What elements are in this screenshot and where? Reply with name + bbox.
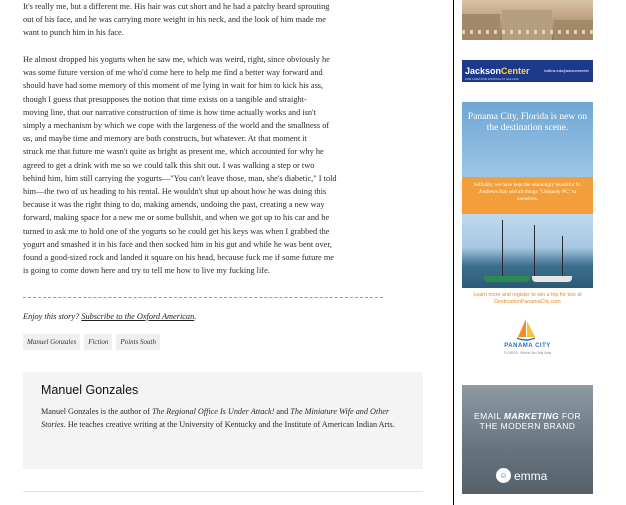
text-line: though I guess that presupposes the notion that time exists on a tangible and straight- xyxy=(23,94,307,104)
text-line: moving line, that our narrative construction of time is how time actually works and isn't xyxy=(23,107,316,117)
text-line: because it was the right thing to do, making amends, undoing the past, creating a new way xyxy=(23,200,325,210)
text-line: want to punch him in his face. xyxy=(23,28,124,38)
text-line: agreed to get a drink with me so we could talk this shit out. I was walking a step or two xyxy=(23,160,315,170)
panama-city-logo-text: PANAMA CITY xyxy=(504,343,551,349)
subscribe-prompt-text: Enjoy this story? xyxy=(23,312,82,321)
text-line: was some future version of me who'd come here to help me find a better way forward and xyxy=(23,68,323,78)
jackson-center-logo: JacksonCenter xyxy=(465,66,530,76)
sailboat-logo-icon xyxy=(515,318,537,342)
text-line: turned to ask me to hold one of the yogurts so he could get his keys was when I grabbed the xyxy=(23,226,330,236)
tag-list xyxy=(23,334,160,350)
mast xyxy=(562,236,563,280)
sidebar-divider xyxy=(453,0,454,505)
ad-cta[interactable]: Learn more and register to win a trip for two at DestinationPanamaCity.com xyxy=(473,292,582,305)
boat-hull xyxy=(484,276,530,282)
jackson-center-tagline: FOR CREATIVE WRITING AT HOLLINS xyxy=(465,77,519,81)
subscribe-prompt: Enjoy this story? Subscribe to the Oxford American. xyxy=(23,312,197,321)
jackson-center-url: hollins.edu/jacksoncenter xyxy=(544,68,589,73)
book-title: The Miniature Wife and Other Stories xyxy=(41,407,390,430)
emma-logo: ☺ emma xyxy=(496,468,547,483)
tag-fiction[interactable]: Fiction xyxy=(84,334,112,350)
building-shape xyxy=(462,14,500,40)
boat-hull xyxy=(532,276,572,282)
text-line: behind him, him still carrying the yogurts—"You can't leave those, man, she's diabetic," I told xyxy=(23,173,337,183)
ad-body: Selfishly, we have kept the stunningly beautiful St. Andrews Bay and all things "Uniquely PC" to ourselves. xyxy=(462,177,593,214)
book-title: The Regional Office Is Under Attack! xyxy=(151,407,275,416)
mast xyxy=(502,220,503,280)
tag-manuel-gonzales[interactable]: Manuel Gonzales xyxy=(23,334,80,350)
ad-panama-city[interactable] xyxy=(462,102,593,358)
author-name: Manuel Gonzales xyxy=(41,383,139,397)
text-line: us, and maybe time and memory are both constructs, but whatever. At that moment it xyxy=(23,134,307,144)
building-shape xyxy=(502,10,552,40)
mast xyxy=(534,225,535,280)
text-line: It's really me, but a different me. His hair was cut short and he had a patchy beard sprouting xyxy=(23,2,330,11)
lights xyxy=(462,30,593,34)
text-line: forward, making space for a new me or some bullshit, and when we got up to his car and he xyxy=(23,213,330,223)
subscribe-link[interactable]: Subscribe to the Oxford American xyxy=(81,312,195,321)
text-line: is going to come down here and try to tell me how to live my fucking life. xyxy=(23,266,270,276)
divider xyxy=(23,491,423,492)
ad-headline: Panama City, Florida is new on the destination scene. xyxy=(467,112,588,133)
ad-emma-text: EMAIL MARKETING FOR THE MODERN BRAND xyxy=(474,411,581,431)
text-line: struck me that future me wasn't quite as bright as present me, which accounted for why he xyxy=(23,147,324,157)
divider xyxy=(23,297,383,298)
text-line: simply a mechanism by which we cope with the largeness of the world and the smallness of xyxy=(23,121,330,131)
ad-jackson-center[interactable] xyxy=(462,60,593,82)
article-paragraph xyxy=(23,53,385,277)
author-bio xyxy=(23,372,423,469)
ad-banner-building[interactable] xyxy=(462,0,593,40)
emma-logo-icon: ☺ xyxy=(496,468,511,483)
panama-city-logo-sub: FLORIDA · Where Life Gets Salty xyxy=(503,351,552,355)
text-line: yogurt and smashed it in his face and then socked him in his gut and while he was bent over, xyxy=(23,239,332,249)
author-bio-text: Manuel Gonzales is the author of The Regional Office Is Under Attack! and The Miniature Wife and Other Stories. He teaches creative writing at the University of Kentucky and the Institute of American Indian Arts. xyxy=(41,407,395,430)
article-paragraph xyxy=(23,0,385,40)
harbor-photo xyxy=(462,214,593,288)
text-line: him—the two of us heading to his rental. He wouldn't shut up about how he was doing this xyxy=(23,187,327,197)
text-line: found a good-sized rock and landed it square on his head, because fuck me if some future me xyxy=(23,253,335,263)
text-line: out of his face, and he was carrying more weight in his neck, and the look of him made me xyxy=(23,15,326,25)
tag-points-south[interactable]: Points South xyxy=(116,334,160,350)
text-line: He almost dropped his yogurts when he saw me, which was weird, right, since obviously he xyxy=(23,55,330,64)
ad-emma[interactable] xyxy=(462,385,593,494)
text-line: should have had some memory of this moment of me lying in wait for him to kick his ass, xyxy=(23,81,324,91)
